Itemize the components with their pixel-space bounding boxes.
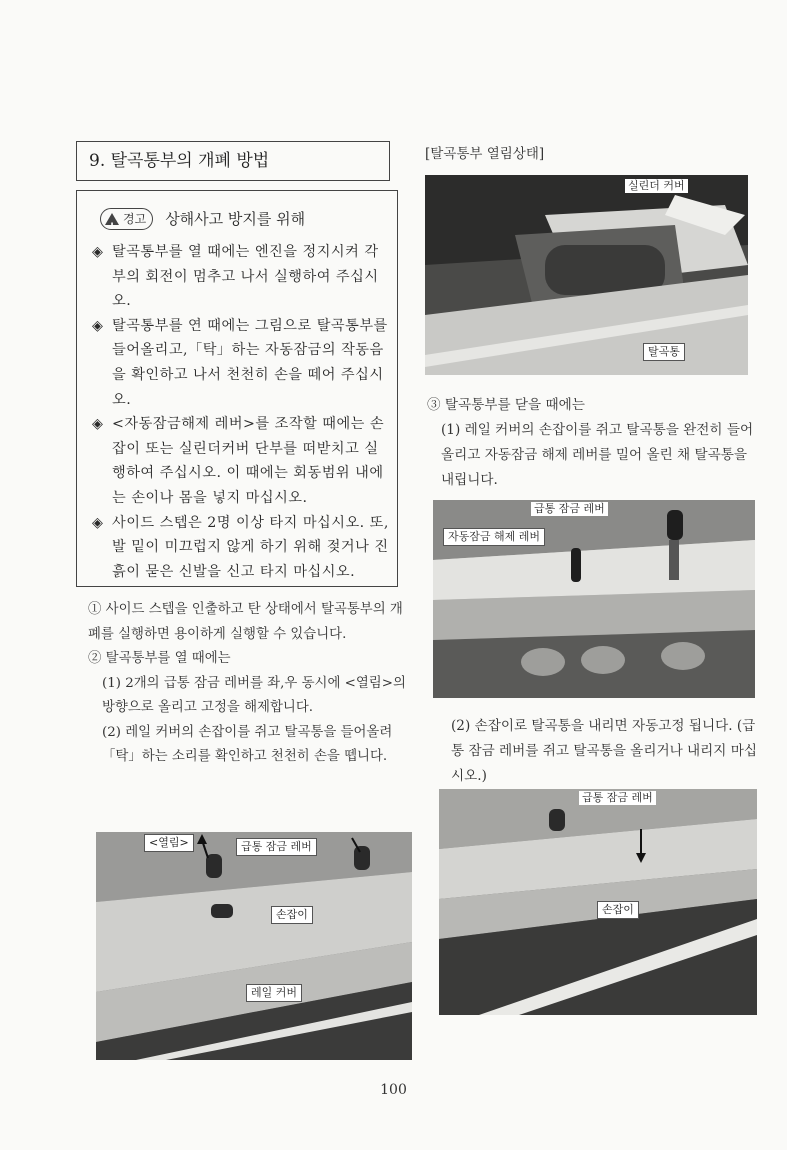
diamond-bullet-icon: ◈ [92,317,104,334]
photo-caption: [탈곡통부 열림상태] [425,146,545,162]
label-rail-cover: 레일 커버 [246,984,302,1002]
right-steps-close [427,393,762,493]
label-open: <열림> [144,834,194,852]
step-close-2: (2) 손잡이로 탈곡통을 내리면 자동고정 됩니다. (급통 잠금 레버를 쥐고 탈곡통을 올리거나 내리지 마십시오.) [451,718,758,784]
warning-badge-text: 경고 [123,212,147,226]
photo-open-state [425,175,748,375]
paragraph-3: ③ 탈곡통부를 닫을 때에는 [427,397,585,413]
photo-auto-release [433,500,755,698]
label-lock-lever: 급통 잠금 레버 [236,838,317,856]
label-handle: 손잡이 [271,906,313,924]
warning-badge [100,208,153,230]
warning-item: ◈ 탈곡통부를 연 때에는 그림으로 탈곡통부를 들어올리고,「탁」하는 자동잠금의 작동음을 확인하고 나서 천천히 손을 떼어 주십시오. [92,314,392,412]
section-title: 9. 탈곡통부의 개폐 방법 [76,141,390,181]
warning-item: ◈ <자동잠금해제 레버>를 조작할 때에는 손잡이 또는 실린더커버 단부를 떠받치고 실행하여 주십시오. 이 때에는 회동범위 내에는 손이나 몸을 넣지 마십시오. [92,412,392,510]
photo-handle [439,789,757,1015]
step-close-1: (1) 레일 커버의 손잡이를 쥐고 탈곡통을 완전히 들어 올리고 자동잠금 해제 레버를 밀어 올린 채 탈곡통을 내립니다. [441,422,754,488]
page-number: 100 [380,1082,407,1098]
label-handle-2: 손잡이 [597,901,639,919]
warning-heading: 상해사고 방지를 위해 [165,210,306,228]
label-cylinder-cover: 실린더 커버 [625,179,688,193]
warning-item: ◈ 사이드 스텝은 2명 이상 타지 마십시오. 또, 발 밑이 미끄럽지 않게 하기 위해 젖거나 진흙이 묻은 신발을 신고 타지 마십시오. [92,511,392,585]
warning-item: ◈ 탈곡통부를 열 때에는 엔진을 정지시켜 각부의 회전이 멈추고 나서 실행하여 주십시오. [92,240,392,314]
warning-header [100,206,305,232]
label-lock-lever-2: 급통 잠금 레버 [531,502,608,516]
paragraph-1: ① 사이드 스텝을 인출하고 탄 상태에서 탈곡통부의 개폐를 실행하면 용이하게 실행할 수 있습니다. [88,602,403,642]
diamond-bullet-icon: ◈ [92,416,104,433]
right-step-2 [427,714,762,789]
diamond-bullet-icon: ◈ [92,244,104,260]
diamond-bullet-icon: ◈ [92,514,104,531]
paragraph-2: ② 탈곡통부를 열 때에는 [88,651,231,666]
warning-triangle-icon [105,213,119,225]
label-thresher: 탈곡통 [643,343,685,361]
left-body [88,598,406,770]
label-auto-release-lever: 자동잠금 해제 레버 [443,528,545,546]
photo-open-lever [96,832,412,1060]
step-open-1: (1) 2개의 급통 잠금 레버를 좌,우 동시에 <열림>의 방향으로 올리고 고정을 해제합니다. [102,675,406,715]
label-lock-lever-3: 급통 잠금 레버 [579,791,656,805]
warning-list [92,240,392,584]
step-open-2: (2) 레일 커버의 손잡이를 쥐고 탈곡통을 들어올려 「탁」하는 소리를 확인하고 천천히 손을 뗍니다. [102,724,393,764]
